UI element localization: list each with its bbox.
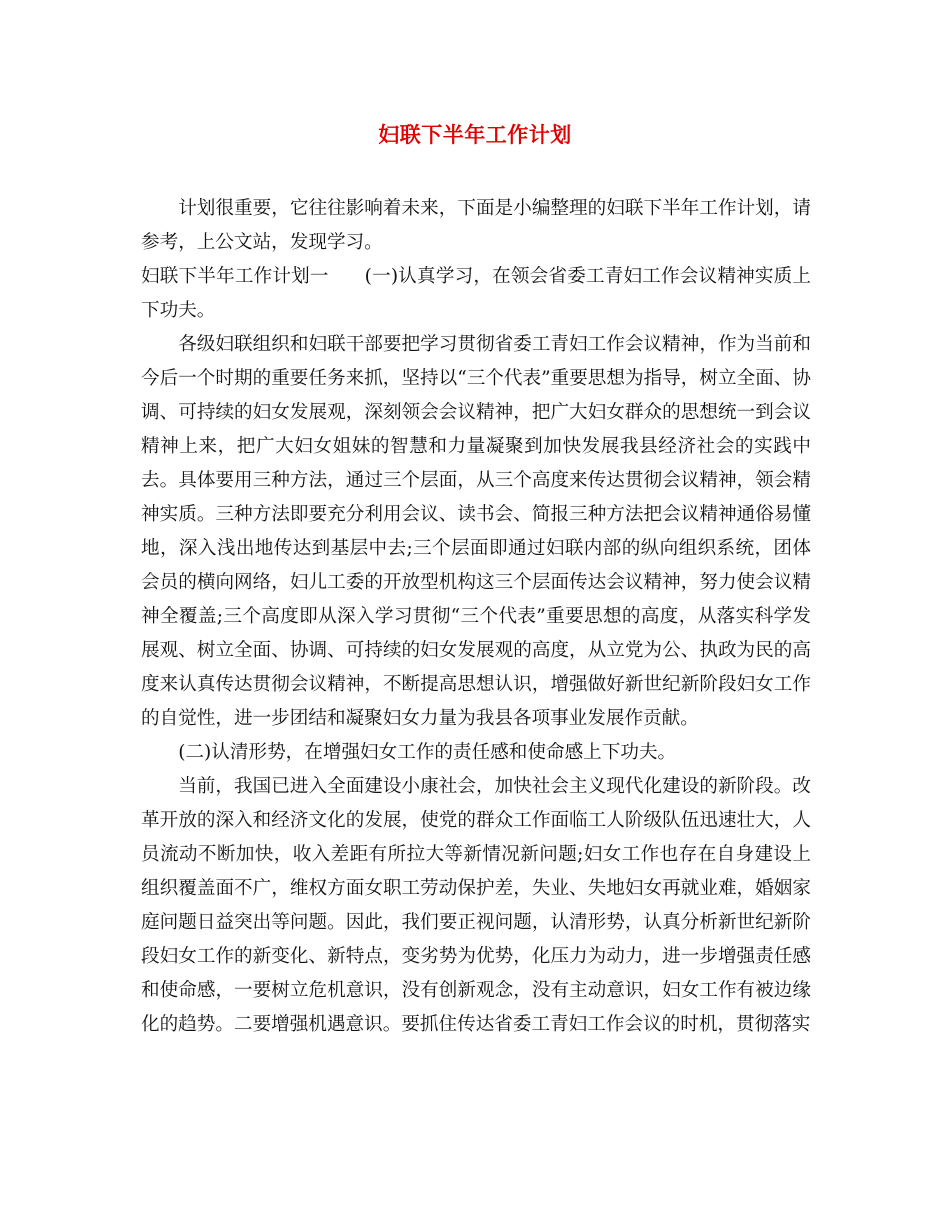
- section-one-line: [141, 260, 811, 328]
- section-two-heading: (二)认清形势，在增强妇女工作的责任感和使命感上下功夫。: [178, 742, 677, 763]
- plan-label: 妇联下半年工作计划一: [141, 266, 329, 287]
- intro-paragraph: 计划很重要，它往往影响着未来，下面是小编整理的妇联下半年工作计划，请参考，上公文站，发现学习。: [141, 198, 811, 253]
- section-two-body: 当前，我国已进入全面建设小康社会，加快社会主义现代化建设的新阶段。改革开放的深入和经济文化的发展，使党的群众工作面临工人阶级队伍迅速壮大，人员流动不断加快，收入差距有所拉大等新情况新问题;妇女工作也存在自身建设上组织覆盖面不广，维权方面女职工劳动保护差，失业、失地妇女再就业难，婚姻家庭问题日益突出等问题。因此，我们要正视问题，认清形势，认真分析新世纪新阶段妇女工作的新变化、新特点，变劣势为优势，化压力为动力，进一步增强责任感和使命感，一要树立危机意识，没有创新观念，没有主动意识，妇女工作有被边缘化的趋势。二要增强机遇意识。要抓住传达省委工青妇工作会议的时机，贯彻落实: [141, 776, 811, 1035]
- document-title: 妇联下半年工作计划: [378, 123, 572, 147]
- document-body: [141, 192, 811, 1042]
- section-one-heading: (一)认真学习，在领会省委工青妇工作会议精神实质上下功夫。: [141, 266, 811, 321]
- section-one-body: 各级妇联组织和妇联干部要把学习贯彻省委工青妇工作会议精神，作为当前和今后一个时期的重要任务来抓，坚持以“三个代表”重要思想为指导，树立全面、协调、可持续的妇女发展观，深刻领会会议精神，把广大妇女群众的思想统一到会议精神上来，把广大妇女姐妹的智慧和力量凝聚到加快发展我县经济社会的实践中去。具体要用三种方法，通过三个层面，从三个高度来传达贯彻会议精神，领会精神实质。三种方法即要充分利用会议、读书会、简报三种方法把会议精神通俗易懂地，深入浅出地传达到基层中去;三个层面即通过妇联内部的纵向组织系统，团体会员的横向网络，妇儿工委的开放型机构这三个层面传达会议精神，努力使会议精神全覆盖;三个高度即从深入学习贯彻“三个代表”重要思想的高度，从落实科学发展观、树立全面、协调、可持续的妇女发展观的高度，从立党为公、执政为民的高度来认真传达贯彻会议精神，不断提高思想认识，增强做好新世纪新阶段妇女工作的自觉性，进一步团结和凝聚妇女力量为我县各项事业发展作贡献。: [141, 334, 811, 729]
